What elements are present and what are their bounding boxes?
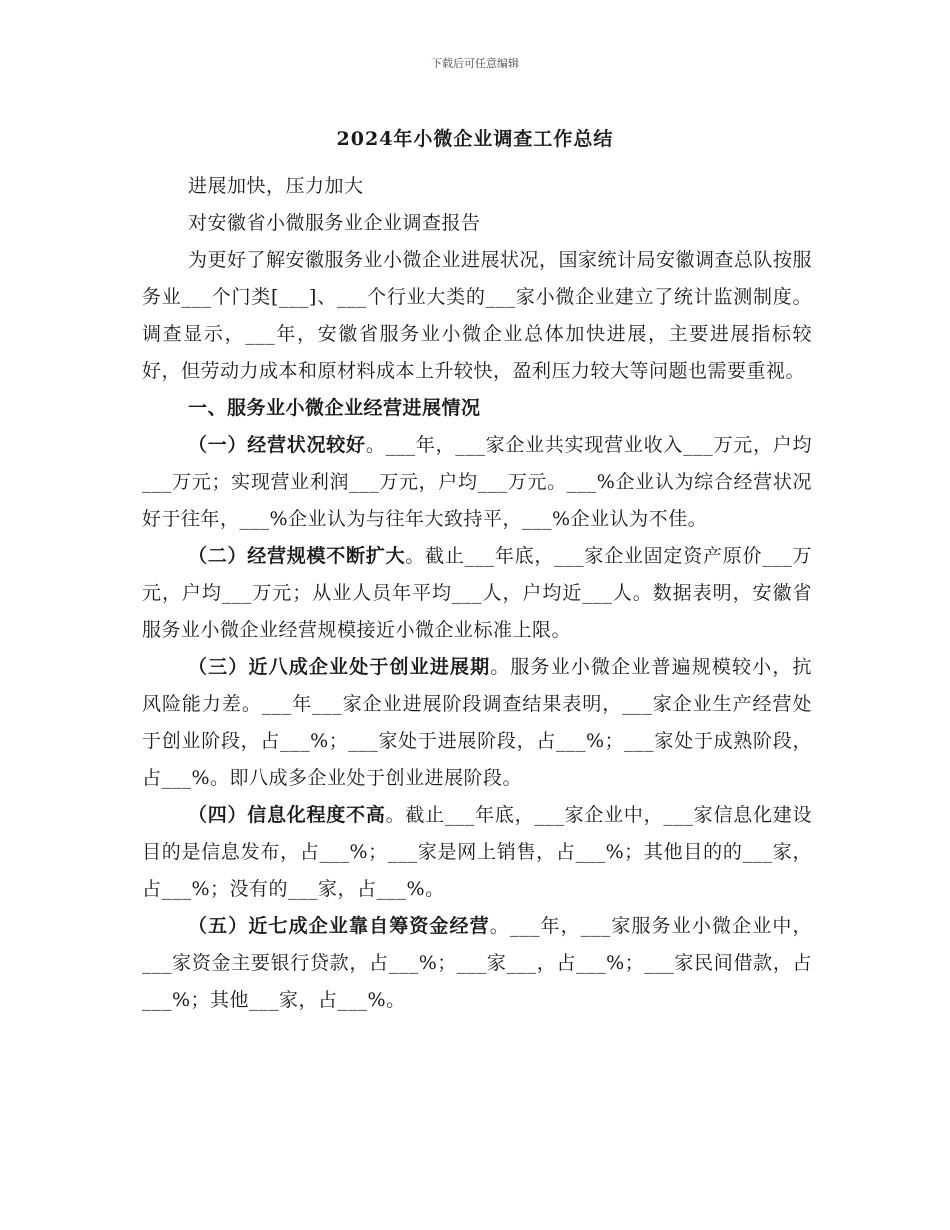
- paragraph-text: 。___年，___家企业共实现营业收入___万元，户均___万元；实现营业利润___万元，户均___万元。___%企业认为综合经营状况好于往年，___%企业认为与往年大致持平，___%企业认为不佳。: [142, 434, 812, 530]
- paragraph-text: 。___年，___家服务业小微企业中，___家资金主要银行贷款，占___%；___家___，占___%；___家民间借款，占___%；其他___家，占___%。: [142, 915, 812, 1011]
- document-body: [142, 168, 812, 1019]
- paragraph-item-5: [142, 908, 812, 1019]
- paragraph-intro: [142, 242, 812, 390]
- paragraph-text: 为更好了解安徽服务业小微企业进展状况，国家统计局安徽调查总队按服务业___个门类[___]、___个行业大类的___家小微企业建立了统计监测制度。调查显示，___年，安徽省服务业小微企业总体加快进展，主要进展指标较好，但劳动力成本和原材料成本上升较快，盈利压力较大等问题也需要重视。: [142, 249, 813, 382]
- section-heading: [142, 390, 812, 427]
- document-title: 2024年小微企业调查工作总结: [336, 128, 614, 150]
- item-heading: （三）近八成企业处于创业进展期: [188, 656, 491, 678]
- paragraph-text: 进展加快，压力加大: [188, 175, 364, 197]
- paragraph-report-title: [142, 205, 812, 242]
- paragraph-subtitle: [142, 168, 812, 205]
- item-heading: （一）经营状况较好: [188, 434, 366, 456]
- item-heading: （二）经营规模不断扩大: [188, 545, 406, 567]
- paragraph-text: 。截止___年底，___家企业固定资产原价___万元，户均___万元；从业人员年平均___人，户均近___人。数据表明，安徽省服务业小微企业经营规模接近小微企业标准上限。: [142, 545, 812, 641]
- paragraph-item-2: [142, 538, 812, 649]
- page-header: 下载后可任意编辑: [431, 57, 519, 70]
- paragraph-text: 对安徽省小微服务业企业调查报告: [188, 212, 481, 234]
- paragraph-text: 。截止___年底，___家企业中，___家信息化建设目的是信息发布，占___%；___家是网上销售，占___%；其他目的的___家，占___%；没有的___家，占___%。: [142, 804, 812, 900]
- paragraph-text: 。服务业小微企业普遍规模较小，抗风险能力差。___年___家企业进展阶段调查结果表明，___家企业生产经营处于创业阶段，占___%；___家处于进展阶段，占___%；___家处于成熟阶段，占___%。即八成多企业处于创业进展阶段。: [142, 656, 812, 789]
- item-heading: （四）信息化程度不高: [188, 804, 386, 826]
- paragraph-item-4: [142, 797, 812, 908]
- paragraph-item-1: [142, 427, 812, 538]
- item-heading: （五）近七成企业靠自筹资金经营: [188, 915, 490, 937]
- section-heading-text: 一、服务业小微企业经营进展情况: [188, 397, 481, 419]
- paragraph-item-3: [142, 649, 812, 797]
